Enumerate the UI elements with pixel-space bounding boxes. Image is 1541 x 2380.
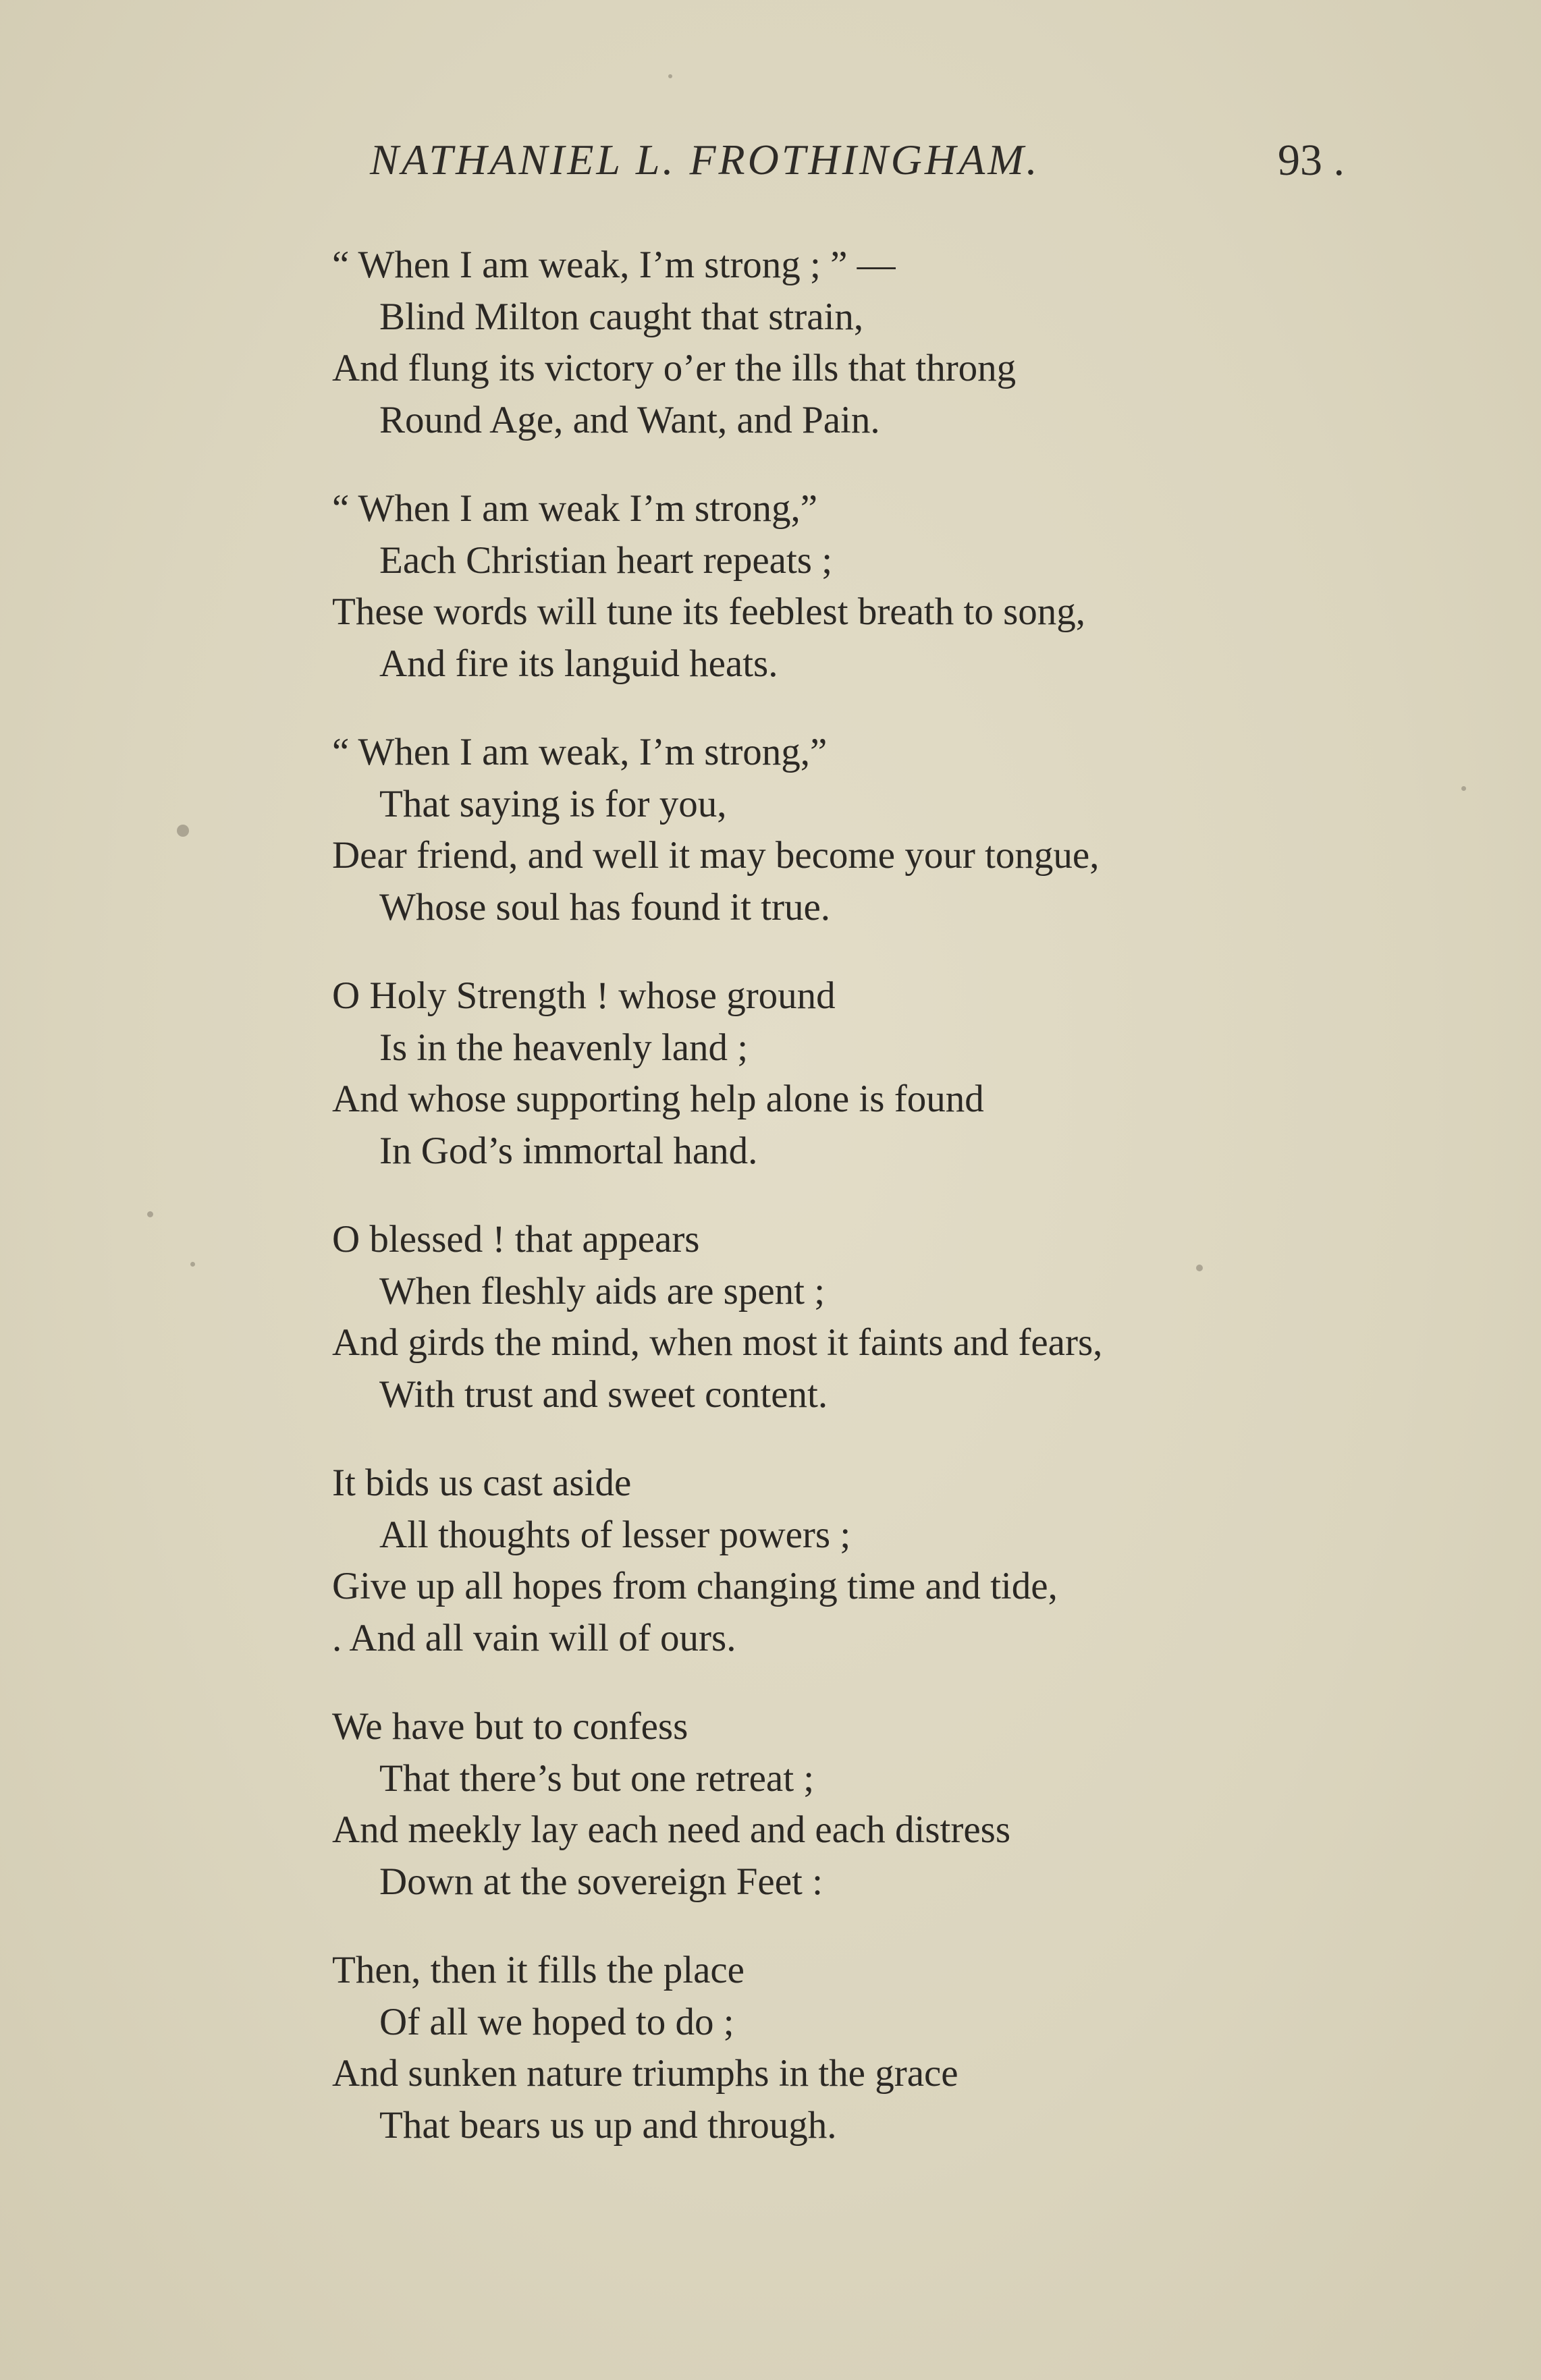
poem-line: Down at the sovereign Feet : bbox=[379, 1860, 823, 1903]
stanza bbox=[332, 970, 1345, 1177]
paper-speck bbox=[1196, 1265, 1203, 1271]
poem-line: O blessed ! that appears bbox=[332, 1218, 700, 1261]
poem-line: It bids us cast aside bbox=[332, 1462, 632, 1504]
poem-line: Then, then it fills the place bbox=[332, 1949, 745, 1991]
poem-line: That saying is for you, bbox=[379, 782, 727, 825]
poem-line: And flung its victory o’er the ills that throng bbox=[332, 347, 1017, 389]
poem-line: And whose supporting help alone is found bbox=[332, 1078, 984, 1120]
poem-line: “ When I am weak I’m strong,” bbox=[332, 487, 818, 530]
poem-line: “ When I am weak, I’m strong,” bbox=[332, 731, 828, 773]
poem-line: Is in the heavenly land ; bbox=[379, 1026, 749, 1069]
paper-speck bbox=[668, 74, 672, 78]
poem-line: Give up all hopes from changing time and tide, bbox=[332, 1565, 1058, 1607]
poem-line: Each Christian heart repeats ; bbox=[379, 538, 833, 582]
stanza bbox=[332, 483, 1345, 690]
poem bbox=[332, 240, 1345, 2188]
poem-line: And fire its languid heats. bbox=[379, 642, 778, 685]
poem-line: With trust and sweet content. bbox=[379, 1373, 828, 1416]
running-head bbox=[0, 135, 1541, 196]
poem-line: Dear friend, and well it may become your tongue, bbox=[332, 834, 1100, 877]
poem-line: “ When I am weak, I’m strong ; ” — bbox=[332, 244, 896, 286]
page-number: 93 . bbox=[1278, 136, 1345, 185]
poem-line: And meekly lay each need and each distress bbox=[332, 1808, 1011, 1851]
stanza bbox=[332, 1458, 1345, 1664]
paper-speck bbox=[147, 1211, 153, 1217]
stanza bbox=[332, 727, 1345, 933]
poem-line: Round Age, and Want, and Pain. bbox=[379, 398, 880, 441]
running-title: NATHANIEL L. FROTHINGHAM. bbox=[370, 136, 1040, 184]
poem-line: All thoughts of lesser powers ; bbox=[379, 1513, 851, 1556]
poem-line: We have but to confess bbox=[332, 1705, 688, 1748]
poem-line: . And all vain will of ours. bbox=[332, 1616, 736, 1659]
poem-line: And girds the mind, when most it faints and fears, bbox=[332, 1321, 1103, 1364]
stanza bbox=[332, 1945, 1345, 2151]
paper-speck bbox=[190, 1262, 195, 1267]
stanza bbox=[332, 1701, 1345, 1908]
poem-line: In God’s immortal hand. bbox=[379, 1129, 758, 1172]
poem-line: These words will tune its feeblest breath to song, bbox=[332, 590, 1086, 633]
stanza bbox=[332, 240, 1345, 446]
poem-line: That there’s but one retreat ; bbox=[379, 1756, 815, 1800]
poem-line: That bears us up and through. bbox=[379, 2103, 837, 2147]
stanza bbox=[332, 1214, 1345, 1420]
poem-line: Whose soul has found it true. bbox=[379, 885, 831, 929]
poem-line: Of all we hoped to do ; bbox=[379, 2000, 734, 2043]
poem-line: When fleshly aids are spent ; bbox=[379, 1269, 826, 1312]
paper-speck bbox=[177, 825, 189, 837]
poem-line: Blind Milton caught that strain, bbox=[379, 295, 864, 338]
poem-line: And sunken nature triumphs in the grace bbox=[332, 2052, 958, 2095]
paper-speck bbox=[1461, 786, 1466, 791]
poem-line: O Holy Strength ! whose ground bbox=[332, 974, 836, 1017]
